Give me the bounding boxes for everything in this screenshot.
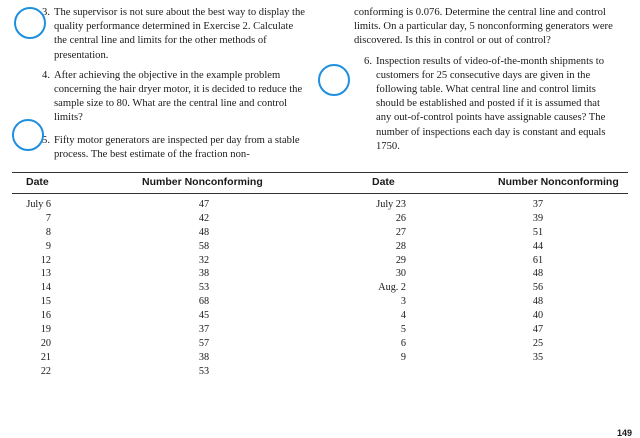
- exercise-5: [24, 134, 306, 162]
- exercise-4: [24, 69, 306, 126]
- table-cell: 38: [198, 268, 210, 280]
- table-cell: 32: [198, 254, 210, 266]
- table-cell: 8: [45, 226, 51, 238]
- table-cell: 15: [40, 296, 51, 308]
- table-cell: 61: [532, 254, 544, 266]
- table-cell: 26: [395, 212, 406, 224]
- highlight-circle: [318, 64, 350, 96]
- left-value-column: [184, 198, 224, 379]
- table-header-rule: [12, 193, 628, 194]
- table-cell: 9: [45, 240, 51, 252]
- exercise-text: Fifty motor generators are inspected per day from a stable process. The best estimate of the fraction non-: [54, 134, 300, 160]
- table-cell: 28: [395, 240, 406, 252]
- table-cell: 16: [40, 310, 51, 322]
- table-cell: 48: [532, 296, 544, 308]
- exercise-6: [346, 55, 616, 154]
- table-cell: July 23: [376, 199, 406, 210]
- exercise-text: Inspection results of video-of-the-month shipments to customers for 25 consecutive days are given in the following table. What central line and control limits should be established and posted if it is assumed that any out-of-control points have assignable causes? The number of inspections each day is constant and equals 1750.: [376, 55, 606, 152]
- exercise-number: 3.: [42, 7, 50, 18]
- table-cell: 48: [198, 226, 210, 238]
- right-value-column: [518, 198, 558, 365]
- table-cell: 3: [400, 296, 406, 308]
- table-cell: 42: [198, 212, 210, 224]
- exercise-text: conforming is 0.076. Determine the central line and control limits. On a particular day, 5 nonconforming generators were discovered. Is this in control or out of control?: [354, 7, 613, 47]
- exercise-number: 4.: [42, 69, 50, 81]
- header-nonconforming-right: Number Nonconforming: [498, 176, 619, 188]
- exercise-number: 5.: [42, 134, 50, 146]
- table-cell: 37: [532, 199, 544, 210]
- left-column: [24, 0, 306, 162]
- table-cell: 44: [532, 240, 544, 252]
- exercise-text: After achieving the objective in the example problem concerning the hair dryer motor, it is decided to reduce the sample size to 80. What are the central line and control limits?: [54, 69, 303, 124]
- table-cell: 47: [532, 324, 544, 336]
- exercise-text: The supervisor is not sure about the best way to display the quality performance determined in Exercise 2. Calculate the central line and limits for the other methods of presentation.: [54, 7, 305, 61]
- table-cell: 45: [198, 310, 210, 322]
- table-cell: 29: [395, 254, 406, 266]
- table-cell: July 6: [26, 199, 51, 210]
- table-cell: 53: [198, 282, 210, 294]
- table-cell: 12: [40, 254, 51, 266]
- table-cell: 19: [40, 324, 51, 336]
- table-cell: 13: [40, 268, 51, 280]
- table-cell: 58: [198, 240, 210, 252]
- header-date-left: Date: [26, 176, 49, 188]
- table-cell: 35: [532, 351, 544, 363]
- table-cell: 53: [198, 365, 210, 377]
- table-cell: 68: [198, 296, 210, 308]
- table-cell: 56: [532, 282, 544, 294]
- table-cell: 21: [40, 351, 51, 363]
- exercise-5-continued: [346, 6, 616, 49]
- table-cell: 14: [40, 282, 51, 294]
- highlight-circle: [12, 119, 44, 151]
- table-cell: Aug. 2: [378, 282, 406, 294]
- header-date-right: Date: [372, 176, 395, 188]
- right-date-column: [366, 198, 406, 365]
- table-cell: 4: [400, 310, 406, 322]
- page-number: 149: [616, 428, 632, 438]
- table-cell: 7: [45, 212, 51, 224]
- table-cell: 5: [400, 324, 406, 336]
- table-cell: 48: [532, 268, 544, 280]
- table-cell: 47: [198, 199, 210, 210]
- right-column: [346, 0, 616, 154]
- header-nonconforming-left: Number Nonconforming: [142, 176, 263, 188]
- exercise-3: [24, 6, 306, 63]
- table-cell: 25: [532, 337, 544, 349]
- table-cell: 39: [532, 212, 544, 224]
- highlight-circle: [14, 7, 46, 39]
- table-cell: 9: [400, 351, 406, 363]
- table-cell: 57: [198, 337, 210, 349]
- table-cell: 27: [395, 226, 406, 238]
- table-cell: 37: [198, 324, 210, 336]
- table-cell: 20: [40, 337, 51, 349]
- table-cell: 6: [400, 337, 406, 349]
- table-top-rule: [12, 172, 628, 173]
- left-date-column: [17, 198, 51, 379]
- table-cell: 22: [40, 365, 51, 377]
- table-cell: 38: [198, 351, 210, 363]
- table-cell: 30: [395, 268, 406, 280]
- exercise-number: 6.: [364, 55, 372, 67]
- table-cell: 40: [532, 310, 544, 322]
- table-cell: 51: [532, 226, 544, 238]
